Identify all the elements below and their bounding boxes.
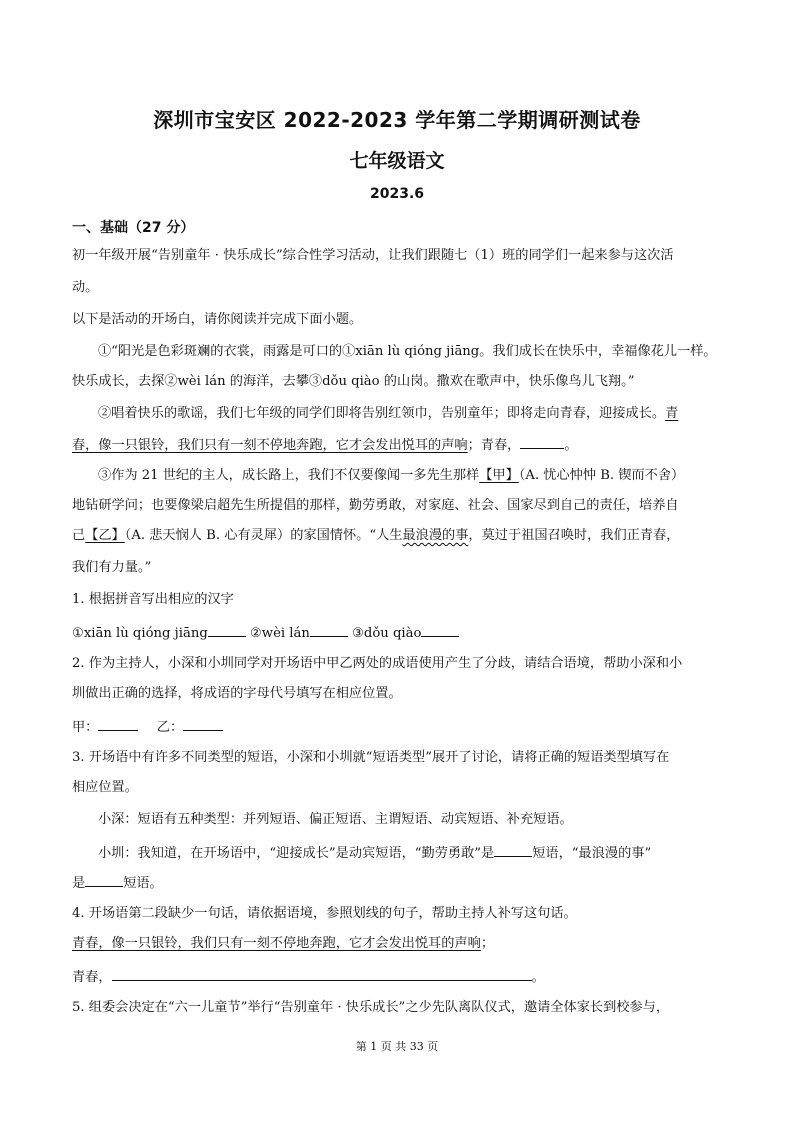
answer-blank[interactable] [98,716,138,731]
passage-para3-line [98,466,684,486]
para2-text: ②唱着快乐的歌谣，我们七年级的同学们即将告别红领巾，告别童年；即将走向青春，迎接成长。 [98,406,666,421]
bracket-jia: 【甲】 [479,468,519,483]
intro-instruction: 以下是活动的开场白，请你阅读并完成下面小题。 [72,312,363,327]
para3-text: ③作为 21 世纪的主人，成长路上，我们不仅要像闻一多先生那样 [98,468,480,483]
q4-text: 青春， [72,970,112,985]
passage-para2-line [98,404,678,424]
passage-para2-line [72,434,578,456]
q3-text: 短语，“最浪漫的事” [532,846,652,861]
question-1-answers [72,622,459,644]
answer-blank[interactable] [112,966,532,981]
exam-date: 2023.6 [369,186,425,202]
section-heading: 一、基础（27 分） [72,220,195,236]
answer-blank[interactable] [208,622,246,637]
answer-blank[interactable] [421,622,459,637]
question-5-stem: 5. 组委会决定在“六一儿童节”举行“告别童年 · 快乐成长”之少先队离队仪式，邀请全体家长到校参与， [72,1000,670,1015]
underlined-sentence: 青春，像一只银铃，我们只有一刻不停地奔跑，它才会发出悦耳的声响 [72,936,481,951]
question-3-stem: 3. 开场语中有许多不同类型的短语，小深和小圳就“短语类型”展开了讨论，请将正确的短语类型填写在 [72,750,670,765]
exam-subtitle: 七年级语文 [349,150,445,172]
q3-dialogue-zhen [72,872,163,894]
answer-blank[interactable] [310,622,348,637]
para3-text: （A. 悲天悯人 B. 心有灵犀）的家国情怀。“人生 [124,528,403,543]
answer-blank[interactable] [494,842,532,857]
para3-text: ，莫过于祖国召唤时，我们正青春， [468,528,680,543]
q4-text: 。 [531,970,545,985]
question-4-stem: 4. 开场语第二段缺少一句话，请依据语境，参照划线的句子，帮助主持人补写这句话。 [72,906,577,921]
question-2-stem: 2. 作为主持人，小深和小圳同学对开场语中甲乙两处的成语使用产生了分歧，请结合语境，帮助小深和小 [72,656,683,671]
q3-text: 小圳：我知道，在开场语中，“迎接成长”是动宾短语，“勤劳勇敢”是 [98,846,495,861]
underlined-sentence: 春，像一只银铃，我们只有一刻不停地奔跑，它才会发出悦耳的声响 [72,438,468,453]
passage-para1-line: 快乐成长，去探②wèi lán 的海洋，去攀③dǒu qiào 的山岗。撒欢在歌声中，快乐像鸟儿飞翔。” [72,374,635,389]
answer-blank[interactable] [183,716,223,731]
q2-jia-label: 甲： [72,720,99,735]
q3-text: 是 [72,876,86,891]
passage-para1-line: ①“阳光是色彩斑斓的衣裳，雨露是可口的①xiān lù qióng jiāng。我们成长在快乐中，幸福像花儿一样。 [98,344,717,359]
passage-para3-line [72,526,679,546]
q1-item-a: ①xiān lù qióng jiāng [72,626,208,641]
exam-title: 深圳市宝安区 2022-2023 学年第二学期调研测试卷 [153,108,641,132]
para2-text: ；青春， [467,438,521,453]
question-1-stem: 1. 根据拼音写出相应的汉字 [72,592,234,607]
bracket-yi: 【乙】 [85,528,125,543]
q3-dialogue-shen: 小深：短语有五种类型：并列短语、偏正短语、主谓短语、动宾短语、补充短语。 [98,812,573,827]
question-3-stem: 相应位置。 [72,780,138,795]
question-2-stem: 圳做出正确的选择，将成语的字母代号填写在相应位置。 [72,686,402,701]
para3-text: 己 [72,528,86,543]
intro-line: 初一年级开展“告别童年 · 快乐成长”综合性学习活动，让我们跟随七（1）班的同学们一起来参与这次活 [72,248,674,263]
q3-dialogue-zhen [98,842,651,864]
q1-item-c: ③dǒu qiào [352,626,422,641]
para3-text: （A. 忧心忡忡 B. 锲而不舍） [518,468,685,483]
underlined-sentence: 青 [665,406,679,421]
q4-text: ； [480,936,494,951]
q4-answer-line [72,966,545,988]
q1-item-b: ②wèi lán [249,626,310,641]
q4-model-sentence [72,934,494,954]
answer-blank[interactable] [520,434,564,449]
q2-yi-label: 乙： [156,720,184,735]
q3-text: 短语。 [123,876,163,891]
passage-para3-line: 地钻研学问；也要像梁启超先生所提倡的那样，勤劳勇敢，对家庭、社会、国家尽到自己的责任，培养自 [72,498,679,513]
intro-line: 动。 [72,280,99,295]
answer-blank[interactable] [85,872,123,887]
passage-para3-line: 我们有力量。” [72,560,152,575]
page-footer: 第 1 页 共 33 页 [355,1040,439,1053]
para2-text: 。 [564,438,578,453]
wavy-phrase: 最浪漫的事 [402,528,469,543]
question-2-answers [72,716,223,738]
